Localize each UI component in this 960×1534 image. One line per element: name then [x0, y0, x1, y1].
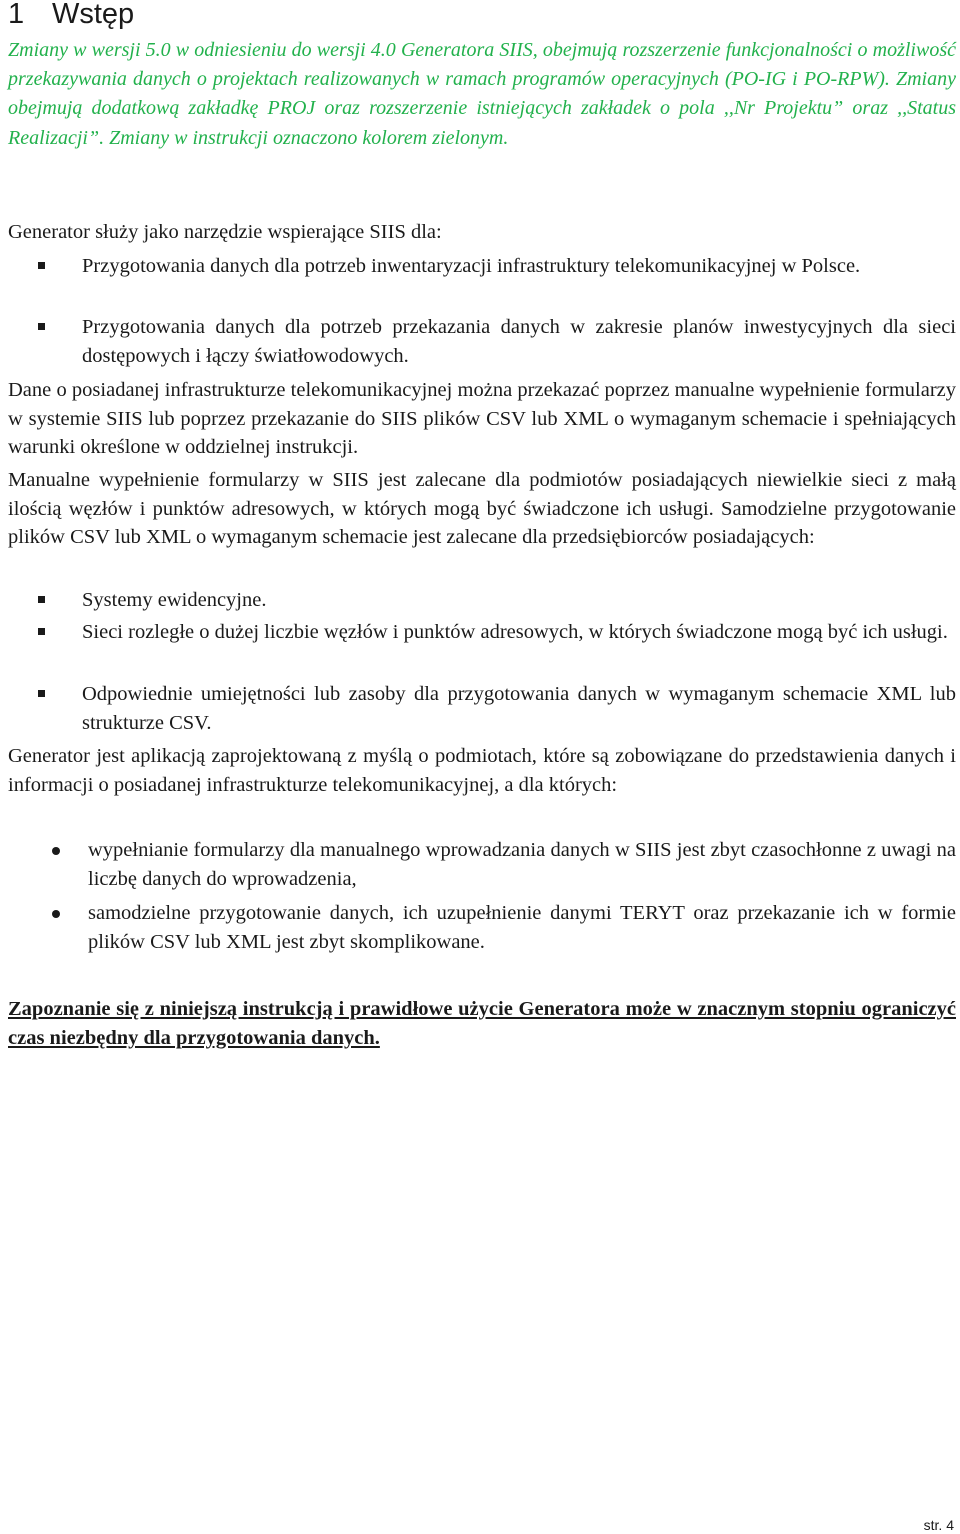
- data-transfer-paragraph: Dane o posiadanej infrastrukturze telekomunikacyjnej można przekazać poprzez manualne wypełnienie formularzy w systemie SIIS lub poprzez przekazanie do SIIS plików CSV lub XML o wymaganym schemacie i spełniających warunki określone w oddzielnej instrukcji.: [8, 379, 956, 459]
- square-bullet-icon: [38, 323, 45, 330]
- square-bullet-icon: [38, 628, 45, 635]
- entrepreneur-item-2: Sieci rozległe o dużej liczbie węzłów i punktów adresowych, w których świadczone mogą być ich usługi.: [82, 621, 948, 643]
- purpose-item-2: Przygotowania danych dla potrzeb przekazania danych w zakresie planów inwestycyjnych dla sieci dostępowych i łączy światłowodowych.: [82, 316, 956, 367]
- section-heading: [8, 0, 134, 32]
- section-number: 1: [8, 0, 25, 30]
- manual-fill-paragraph: Manualne wypełnienie formularzy w SIIS jest zalecane dla podmiotów posiadających niewielkie sieci z małą ilością węzłów i punktów adresowych, w których mogą być świadczone ich usługi. Samodzielne przygotowanie plików CSV lub XML o wymaganym schemacie jest zalecane dla przedsiębiorców posiadających:: [8, 469, 956, 549]
- round-bullet-icon: [52, 847, 60, 855]
- round-bullet-icon: [52, 910, 60, 918]
- version-change-note: Zmiany w wersji 5.0 w odniesieniu do wersji 4.0 Generatora SIIS, obejmują rozszerzenie funkcjonalności o możliwość przekazywania danych o projektach realizowanych w ramach programów operacyjnych (PO-IG i PO-RPW). Zmiany obejmują dodatkową zakładkę PROJ oraz rozszerzenie istniejących zakładek o pola ,,Nr Projektu” oraz ,,Status Realizacji”. Zmiany w instrukcji oznaczono kolorem zielonym.: [8, 39, 956, 149]
- entrepreneur-item-3: Odpowiednie umiejętności lub zasoby dla przygotowania danych w wymaganym schemacie XML lub strukturze CSV.: [82, 683, 956, 734]
- square-bullet-icon: [38, 690, 45, 697]
- square-bullet-icon: [38, 262, 45, 269]
- closing-note: Zapoznanie się z niniejszą instrukcją i prawidłowe użycie Generatora może w znacznym stopniu ograniczyć czas niezbędny dla przygotowania danych.: [8, 998, 956, 1049]
- square-bullet-icon: [38, 596, 45, 603]
- page-number: str. 4: [923, 1517, 954, 1533]
- entrepreneur-item-1: Systemy ewidencyjne.: [82, 589, 267, 611]
- generator-item-2: samodzielne przygotowanie danych, ich uzupełnienie danymi TERYT oraz przekazanie ich w formie plików CSV lub XML jest zbyt skomplikowane.: [88, 902, 956, 953]
- intro-paragraph: Generator służy jako narzędzie wspierające SIIS dla:: [8, 221, 442, 243]
- section-title: Wstęp: [52, 0, 135, 30]
- purpose-item-1: Przygotowania danych dla potrzeb inwentaryzacji infrastruktury telekomunikacyjnej w Polsce.: [82, 255, 861, 277]
- generator-paragraph: Generator jest aplikacją zaprojektowaną z myślą o podmiotach, które są zobowiązane do przedstawienia danych i informacji o posiadanej infrastrukturze telekomunikacyjnej, a dla których:: [8, 745, 956, 796]
- generator-item-1: wypełnianie formularzy dla manualnego wprowadzania danych w SIIS jest zbyt czasochłonne z uwagi na liczbę danych do wprowadzenia,: [88, 839, 956, 890]
